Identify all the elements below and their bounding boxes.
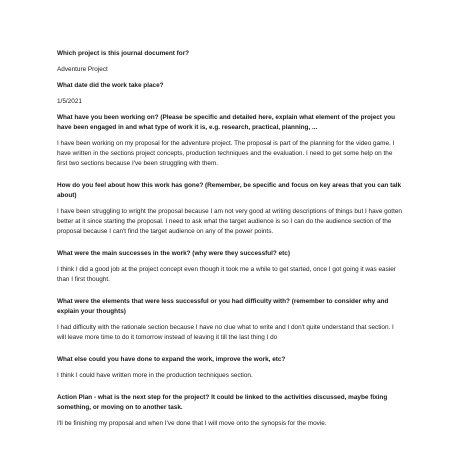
answer-successes: I think I did a good job at the project concept even though it took me a while to get started, once I got going it was easier than I first thought. xyxy=(57,266,396,283)
question-improvements: What else could you have done to expand the work, improve the work, etc? xyxy=(57,356,286,363)
journal-content xyxy=(57,49,402,429)
question-feelings: How do you feel about how this work has gone? (Remember, be specific and focus on key areas that you can talk about) xyxy=(57,182,402,199)
answer-work-done: I have been working on my proposal for the adventure project. The proposal is part of the planning for the video game. I have written in the sections project concepts, production techniques and the evaluation. I need to get some help on the first two sections because I've been struggling with them. xyxy=(57,140,395,167)
answer-date: 1/5/2021 xyxy=(57,98,82,105)
answer-improvements: I think I could have written more in the production techniques section. xyxy=(57,372,253,379)
question-difficulties: What were the elements that were less successful or you had difficulty with? (remember to consider why and explain your thoughts) xyxy=(57,298,389,315)
question-action-plan: Action Plan - what is the next step for the project? It could be linked to the activities discussed, maybe fixing something, or moving on to another task. xyxy=(57,394,388,411)
question-date: What date did the work take place? xyxy=(57,82,164,89)
question-successes: What were the main successes in the work? (why were they successful? etc) xyxy=(57,250,290,257)
answer-project: Adventure Project xyxy=(57,66,108,73)
answer-action-plan: I'll be finishing my proposal and when I've done that I will move onto the synopsis for the movie. xyxy=(57,420,327,427)
answer-difficulties: I had difficulty with the rationale section because I have no clue what to write and I don't quite understand that section. I will leave more time to do it tomorrow instead of leaving it till the last thing I do xyxy=(57,324,394,341)
question-project: Which project is this journal document for? xyxy=(57,50,190,57)
question-work-done: What have you been working on? (Please be specific and detailed here, explain what element of the project you have been engaged in and what type of work it is, e.g. research, practical, planning, ... xyxy=(57,114,396,131)
answer-feelings: I have been struggling to wright the proposal because I am not very good at writing descriptions of things but I have gotten better at it since starting the proposal. I need to ask what the target audience is so I can do the audience section of the proposal because I can't find the target audience on any of the power points. xyxy=(57,208,402,235)
